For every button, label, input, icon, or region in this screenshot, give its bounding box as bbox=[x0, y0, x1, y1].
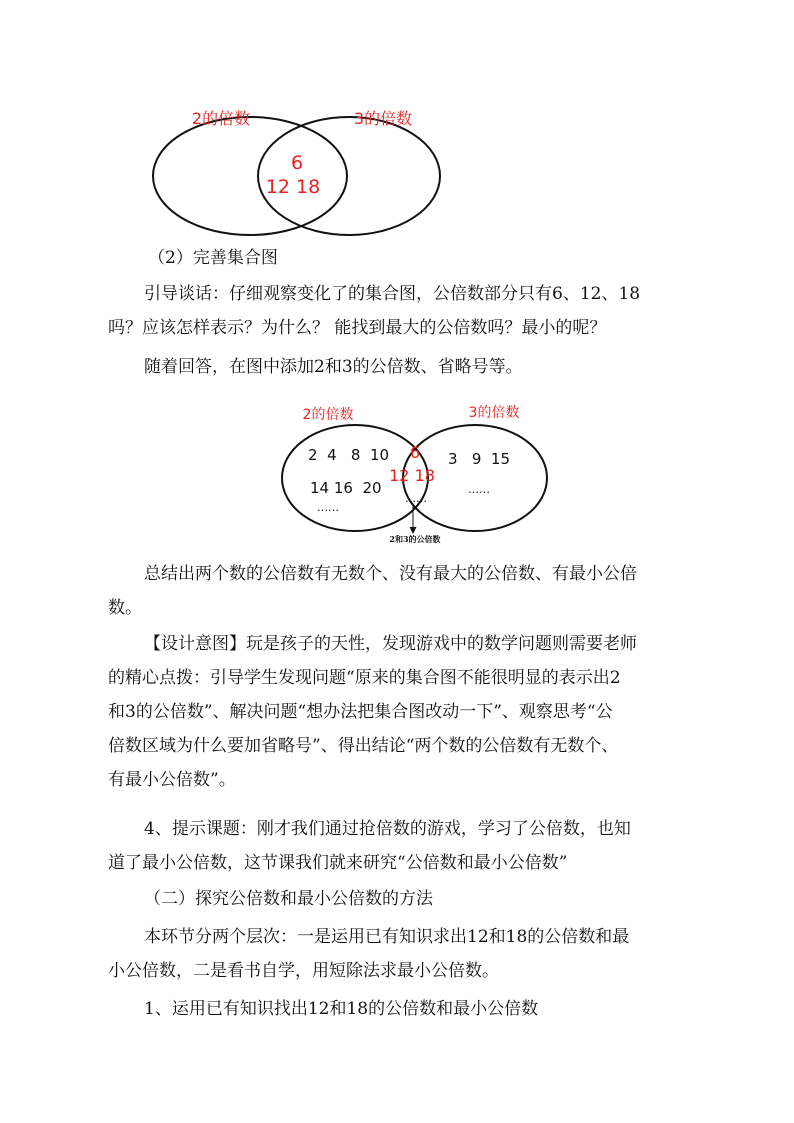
venn-diagram-1 bbox=[140, 100, 460, 250]
summary-line-2: 数。 bbox=[108, 598, 142, 618]
section-2-title: （2）完善集合图 bbox=[148, 248, 278, 268]
design-intent-paragraph bbox=[108, 627, 698, 797]
venn1-left-label: 2的倍数 bbox=[191, 109, 251, 128]
levels-line-2: 小公倍数，二是看书自学，用短除法求最小公倍数。 bbox=[108, 961, 499, 981]
summary-paragraph bbox=[108, 557, 698, 625]
topic-line-1: 4、提示课题：刚才我们通过抢倍数的游戏，学习了公倍数，也知 bbox=[144, 819, 631, 839]
design-intent-line-2: 的精心点拨：引导学生发现问题“原来的集合图不能很明显的表示出2 bbox=[108, 668, 621, 688]
guide-talk-line-1: 引导谈话：仔细观察变化了的集合图，公倍数部分只有6、12、18 bbox=[144, 284, 641, 304]
answer-paragraph: 随着回答，在图中添加2和3的公倍数、省略号等。 bbox=[144, 357, 523, 377]
venn-diagram-2 bbox=[272, 396, 562, 546]
design-intent-line-4: 倍数区域为什么要加省略号”、得出结论“两个数的公倍数有无数个、 bbox=[108, 736, 619, 756]
venn2-left-label: 2的倍数 bbox=[302, 407, 354, 423]
venn2-right-row-1: 3 9 15 bbox=[448, 450, 511, 468]
topic-paragraph bbox=[108, 812, 698, 880]
venn1-right-label: 3的倍数 bbox=[353, 109, 413, 128]
venn2-overlap-value: 6 bbox=[409, 443, 421, 462]
design-intent-line-1: 【设计意图】玩是孩子的天性，发现游戏中的数学问题则需要老师 bbox=[144, 634, 637, 654]
summary-line-1: 总结出两个数的公倍数有无数个、没有最大的公倍数、有最小公倍 bbox=[144, 564, 637, 584]
design-intent-line-3: 和3的公倍数”、解决问题“想办法把集合图改动一下”、观察思考“公 bbox=[108, 702, 613, 722]
topic-line-2: 道了最小公倍数，这节课我们就来研究“公倍数和最小公倍数” bbox=[108, 853, 568, 873]
venn2-left-ellipsis: …… bbox=[317, 501, 339, 514]
venn2-right-label: 3的倍数 bbox=[468, 405, 520, 421]
venn1-overlap-values: 12 18 bbox=[265, 176, 321, 198]
venn2-arrow-caption: 2和3的公倍数 bbox=[389, 534, 441, 544]
venn2-arrow-head bbox=[410, 527, 417, 534]
levels-line-1: 本环节分两个层次：一是运用已有知识求出12和18的公倍数和最 bbox=[144, 927, 630, 947]
venn2-left-row-1: 2 4 8 10 bbox=[308, 446, 390, 464]
design-intent-line-5: 有最小公倍数”。 bbox=[108, 770, 236, 790]
guide-talk-line-2: 吗？应该怎样表示？为什么？ 能找到最大的公倍数吗？最小的呢？ bbox=[108, 318, 607, 338]
step-1-heading: 1、运用已有知识找出12和18的公倍数和最小公倍数 bbox=[144, 999, 539, 1019]
levels-paragraph bbox=[108, 920, 698, 988]
venn2-left-row-2: 14 16 20 bbox=[310, 479, 382, 497]
venn2-overlap-values: 12 18 bbox=[389, 466, 435, 485]
guide-talk-paragraph bbox=[108, 277, 698, 345]
part-two-title: （二）探究公倍数和最小公倍数的方法 bbox=[144, 889, 433, 909]
venn2-overlap-ellipsis: …… bbox=[405, 492, 427, 505]
venn2-right-ellipsis: …… bbox=[468, 483, 490, 496]
venn1-overlap-value: 6 bbox=[290, 152, 304, 174]
